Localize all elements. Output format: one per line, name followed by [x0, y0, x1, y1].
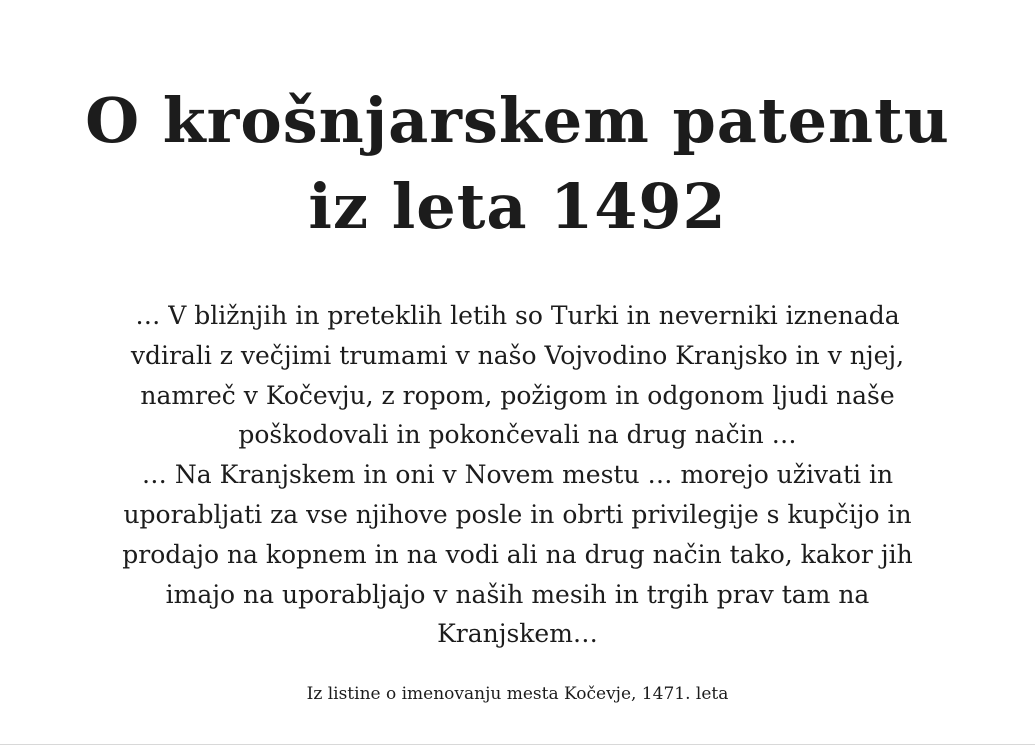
quote-line: … V bližnjih in preteklih letih so Turki in neverniki iznenada	[135, 301, 900, 330]
source-caption: Iz listine o imenovanju mesta Kočevje, 1471. leta	[306, 684, 729, 704]
quote-line: imajo na uporabljajo v naših mesih in trgih prav tam na	[165, 579, 870, 609]
quote-line: prodajo na kopnem in na vodi ali na drug način tako, kakor jih	[122, 539, 913, 569]
bottom-divider	[0, 744, 1035, 745]
quote-paragraph	[60, 296, 975, 654]
quote-line: vdirali z večjimi trumami v našo Vojvodino Kranjsko in v njej,	[130, 340, 905, 370]
quote-line: Kranjskem…	[437, 619, 598, 649]
quote-line: uporabljati za vse njihove posle in obrti privilegije s kupčijo in	[123, 499, 912, 529]
title-line-2: iz leta 1492	[308, 170, 727, 243]
page-title	[0, 78, 1035, 250]
quote-line: … Na Kranjskem in oni v Novem mestu … morejo uživati in	[141, 460, 894, 490]
quote-line: namreč v Kočevju, z ropom, požigom in odgonom ljudi naše	[140, 380, 895, 410]
quote-line: poškodovali in pokončevali na drug način …	[238, 420, 797, 450]
title-line-1: O krošnjarskem patentu	[85, 84, 950, 157]
